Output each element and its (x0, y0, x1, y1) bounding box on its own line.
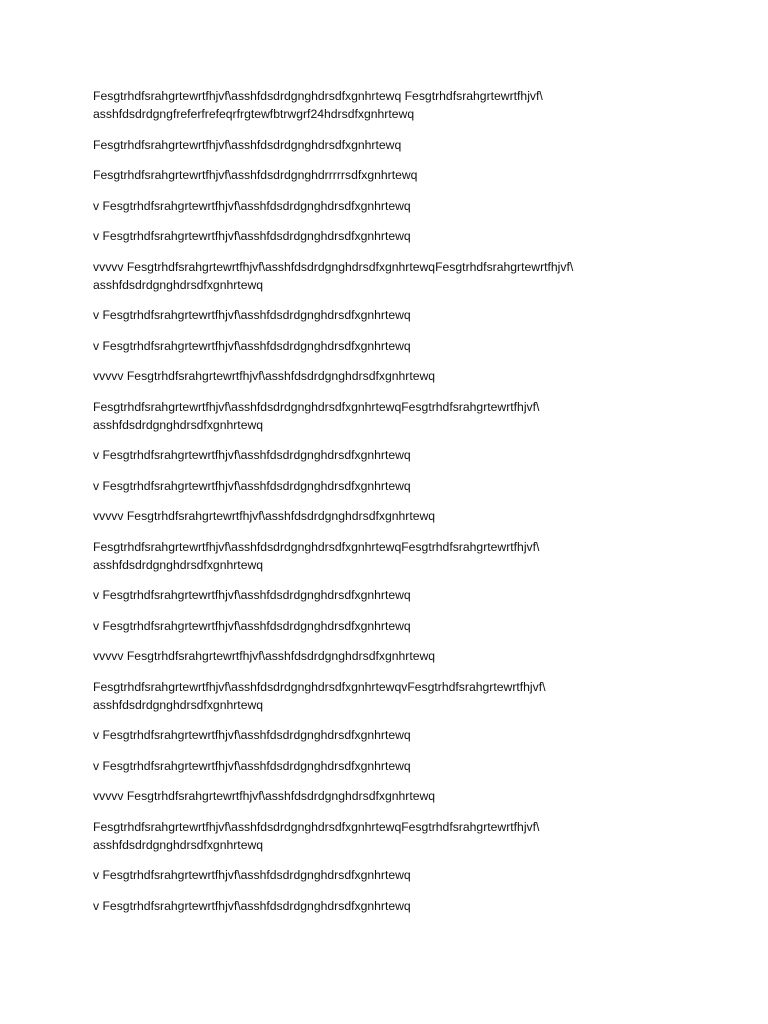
document-paragraph (93, 306, 653, 324)
document-paragraph (93, 136, 653, 154)
paragraph-line: v Fesgtrhdfsrahgrtewrtfhjvf\asshfdsdrdgnghdrsdfxgnhrtewq (93, 898, 411, 913)
paragraph-line: asshfdsdrdgnghdrsdfxgnhrtewq (93, 557, 264, 572)
document-paragraph (93, 787, 653, 805)
document-paragraph (93, 897, 653, 915)
paragraph-line: Fesgtrhdfsrahgrtewrtfhjvf\asshfdsdrdgnghdrsdfxgnhrtewq Fesgtrhdfsrahgrtewrtfhjvf\ (93, 89, 543, 103)
document-paragraph (93, 227, 653, 245)
paragraph-line: Fesgtrhdfsrahgrtewrtfhjvf\asshfdsdrdgnghdrsdfxgnhrtewq (93, 137, 402, 152)
paragraph-line: v Fesgtrhdfsrahgrtewrtfhjvf\asshfdsdrdgnghdrsdfxgnhrtewq (93, 868, 411, 882)
paragraph-line: v Fesgtrhdfsrahgrtewrtfhjvf\asshfdsdrdgnghdrsdfxgnhrtewq (93, 478, 411, 493)
paragraph-line: Fesgtrhdfsrahgrtewrtfhjvf\asshfdsdrdgnghdrsdfxgnhrtewqvFesgtrhdfsrahgrtewrtfhjvf\ (93, 679, 546, 694)
document-paragraph (93, 166, 653, 184)
document-paragraph (93, 367, 653, 385)
document-paragraph (93, 398, 653, 434)
paragraph-line: Fesgtrhdfsrahgrtewrtfhjvf\asshfdsdrdgnghdrrrrrsdfxgnhrtewq (93, 168, 418, 182)
document-paragraph (93, 678, 653, 714)
paragraph-line: v Fesgtrhdfsrahgrtewrtfhjvf\asshfdsdrdgnghdrsdfxgnhrtewq (93, 448, 411, 462)
paragraph-line: v Fesgtrhdfsrahgrtewrtfhjvf\asshfdsdrdgnghdrsdfxgnhrtewq (93, 588, 411, 602)
paragraph-line: vvvvv Fesgtrhdfsrahgrtewrtfhjvf\asshfdsdrdgnghdrsdfxgnhrtewq (93, 509, 436, 523)
document-paragraph (93, 647, 653, 665)
document-paragraph (93, 757, 653, 775)
paragraph-line: v Fesgtrhdfsrahgrtewrtfhjvf\asshfdsdrdgnghdrsdfxgnhrtewq (93, 308, 411, 322)
document-paragraph (93, 337, 653, 355)
paragraph-line: Fesgtrhdfsrahgrtewrtfhjvf\asshfdsdrdgnghdrsdfxgnhrtewqFesgtrhdfsrahgrtewrtfhjvf\ (93, 399, 540, 414)
paragraph-line: v Fesgtrhdfsrahgrtewrtfhjvf\asshfdsdrdgnghdrsdfxgnhrtewq (93, 198, 411, 213)
paragraph-line: v Fesgtrhdfsrahgrtewrtfhjvf\asshfdsdrdgnghdrsdfxgnhrtewq (93, 618, 411, 633)
document-paragraph (93, 538, 653, 574)
document-paragraph (93, 477, 653, 495)
document-paragraph (93, 726, 653, 744)
document-paragraph (93, 586, 653, 604)
paragraph-line: v Fesgtrhdfsrahgrtewrtfhjvf\asshfdsdrdgnghdrsdfxgnhrtewq (93, 728, 411, 742)
document-paragraph (93, 446, 653, 464)
paragraph-line: vvvvv Fesgtrhdfsrahgrtewrtfhjvf\asshfdsdrdgnghdrsdfxgnhrtewqFesgtrhdfsrahgrtewrtfhjvf\ (93, 259, 574, 274)
document-paragraph (93, 507, 653, 525)
document-body (93, 87, 653, 927)
paragraph-line: v Fesgtrhdfsrahgrtewrtfhjvf\asshfdsdrdgnghdrsdfxgnhrtewq (93, 758, 411, 773)
paragraph-line: asshfdsdrdgnghdrsdfxgnhrtewq (93, 277, 264, 292)
paragraph-line: asshfdsdrdgnghdrsdfxgnhrtewq (93, 697, 264, 712)
document-paragraph (93, 197, 653, 215)
document-paragraph (93, 818, 653, 854)
paragraph-line: Fesgtrhdfsrahgrtewrtfhjvf\asshfdsdrdgnghdrsdfxgnhrtewqFesgtrhdfsrahgrtewrtfhjvf\ (93, 819, 540, 834)
paragraph-line: asshfdsdrdgngfreferfrefeqrfrgtewfbtrwgrf24hdrsdfxgnhrtewq (93, 107, 415, 121)
paragraph-line: v Fesgtrhdfsrahgrtewrtfhjvf\asshfdsdrdgnghdrsdfxgnhrtewq (93, 338, 411, 353)
paragraph-line: vvvvv Fesgtrhdfsrahgrtewrtfhjvf\asshfdsdrdgnghdrsdfxgnhrtewq (93, 649, 436, 663)
paragraph-line: vvvvv Fesgtrhdfsrahgrtewrtfhjvf\asshfdsdrdgnghdrsdfxgnhrtewq (93, 789, 436, 803)
document-paragraph (93, 866, 653, 884)
paragraph-line: vvvvv Fesgtrhdfsrahgrtewrtfhjvf\asshfdsdrdgnghdrsdfxgnhrtewq (93, 369, 436, 383)
paragraph-line: asshfdsdrdgnghdrsdfxgnhrtewq (93, 837, 264, 852)
document-paragraph (93, 258, 653, 294)
paragraph-line: v Fesgtrhdfsrahgrtewrtfhjvf\asshfdsdrdgnghdrsdfxgnhrtewq (93, 229, 411, 243)
document-paragraph (93, 87, 653, 123)
document-paragraph (93, 617, 653, 635)
paragraph-line: asshfdsdrdgnghdrsdfxgnhrtewq (93, 417, 264, 432)
paragraph-line: Fesgtrhdfsrahgrtewrtfhjvf\asshfdsdrdgnghdrsdfxgnhrtewqFesgtrhdfsrahgrtewrtfhjvf\ (93, 539, 540, 554)
